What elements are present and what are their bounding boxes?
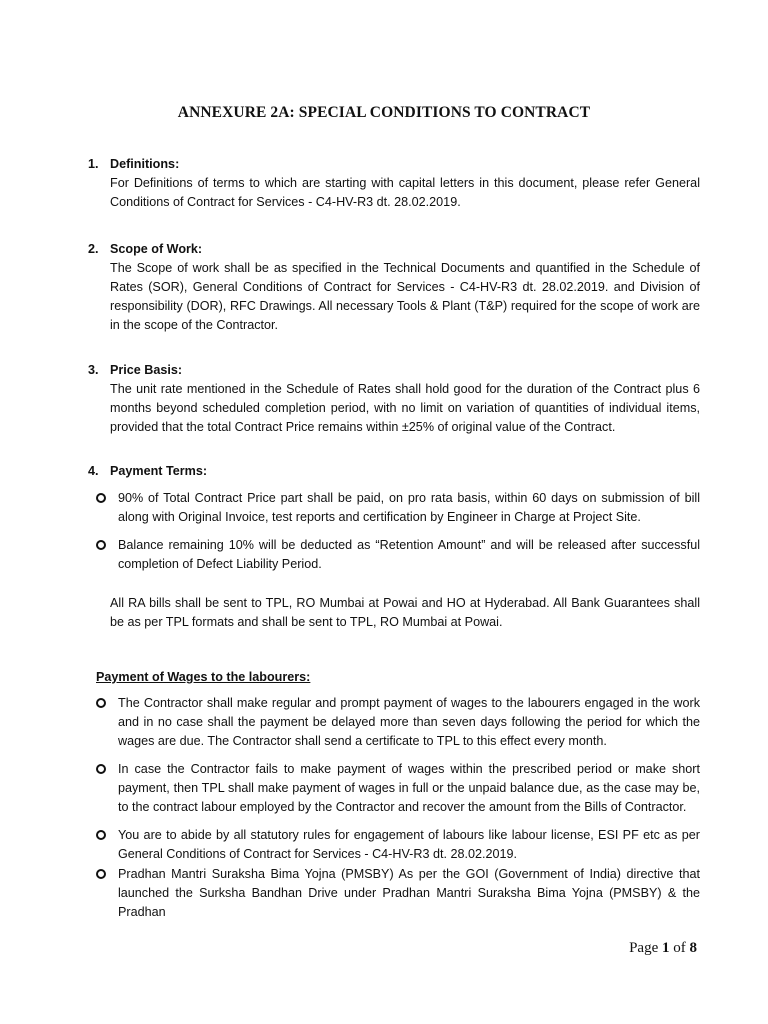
bullet-circle-icon (96, 865, 118, 884)
bullet-circle-icon (96, 694, 118, 713)
section-heading-row (88, 155, 700, 174)
total-pages-number: 8 (689, 940, 697, 956)
list-item (96, 694, 700, 751)
bullet-circle-icon (96, 489, 118, 508)
list-item-text: Pradhan Mantri Suraksha Bima Yojna (PMSBY) As per the GOI (Government of India) directive that launched the Surksha Bandhan Drive under Pradhan Mantri Suraksha Bima Yojna (PMSBY) & the Pradhan (118, 867, 700, 919)
section-body: The unit rate mentioned in the Schedule of Rates shall hold good for the duration of the Contract plus 6 months beyond scheduled completion period, with no limit on variation of quantities of individual items, provided that the total Contract Price remains within ±25% of original value of the Contract. (110, 381, 700, 434)
list-item (96, 865, 700, 922)
section-payment-terms (88, 462, 700, 481)
current-page-number: 1 (662, 940, 670, 956)
list-item (96, 826, 700, 864)
section-body: The Scope of work shall be as specified in the Technical Documents and quantified in the Schedule of Rates (SOR), General Conditions of Contract for Services - C4-HV-R3 dt. 28.02.2019. and Division of responsibility (DOR), RFC Drawings. All necessary Tools & Plant (T&P) required for the scope of work are in the scope of the Contractor. (110, 260, 700, 332)
list-item-text: 90% of Total Contract Price part shall be paid, on pro rata basis, within 60 days on submission of bill along with Original Invoice, test reports and certification by Engineer in Charge at Project Site. (118, 491, 700, 524)
section-number: 2. (88, 242, 99, 256)
section-number: 1. (88, 157, 99, 171)
page-label: Page (629, 940, 659, 956)
list-item-text: Balance remaining 10% will be deducted as “Retention Amount” and will be released after successful completion of Defect Liability Period. (118, 538, 700, 571)
of-label: of (673, 940, 686, 956)
section-scope-of-work (88, 240, 700, 335)
bullet-circle-icon (96, 536, 118, 555)
list-item (96, 536, 700, 574)
ra-bills-paragraph: All RA bills shall be sent to TPL, RO Mumbai at Powai and HO at Hyderabad. All Bank Guarantees shall be as per TPL formats and shall be sent to TPL, RO Mumbai at Powai. (110, 596, 700, 629)
bullet-circle-icon (96, 826, 118, 845)
document-title: ANNEXURE 2A: SPECIAL CONDITIONS TO CONTRACT (177, 104, 591, 121)
bullet-circle-icon (96, 760, 118, 779)
section-heading: Payment Terms: (110, 464, 208, 478)
section-heading: Price Basis: (110, 363, 183, 377)
section-number: 3. (88, 363, 99, 377)
section-heading-row (88, 361, 700, 380)
section-heading-row (88, 462, 700, 481)
section-body: For Definitions of terms to which are starting with capital letters in this document, please refer General Conditions of Contract for Services - C4-HV-R3 dt. 28.02.2019. (110, 175, 700, 209)
section-heading: Scope of Work: (110, 242, 203, 256)
list-item (96, 760, 700, 817)
section-heading-row (88, 240, 700, 259)
list-item-text: You are to abide by all statutory rules for engagement of labours like labour license, ESI PF etc as per General Conditions of Contract for Services - C4-HV-R3 dt. 28.02.2019. (118, 828, 700, 861)
page-number-footer (629, 940, 697, 957)
list-item-text: In case the Contractor fails to make payment of wages within the prescribed period or make short payment, then TPL shall make payment of wages in full or the unpaid balance due, as the case may be, to the contract labour employed by the Contractor and recover the amount from the Bills of Contractor. (118, 762, 700, 814)
list-item (96, 489, 700, 527)
section-price-basis (88, 361, 700, 437)
section-definitions (88, 155, 700, 212)
section-number: 4. (88, 464, 99, 478)
wages-heading: Payment of Wages to the labourers: (96, 670, 311, 684)
list-item-text: The Contractor shall make regular and prompt payment of wages to the labourers engaged in the work and in no case shall the payment be delayed more than seven days following the period for which the wages are due. The Contractor shall send a certificate to TPL to this effect every month. (118, 696, 700, 748)
section-heading: Definitions: (110, 157, 180, 171)
